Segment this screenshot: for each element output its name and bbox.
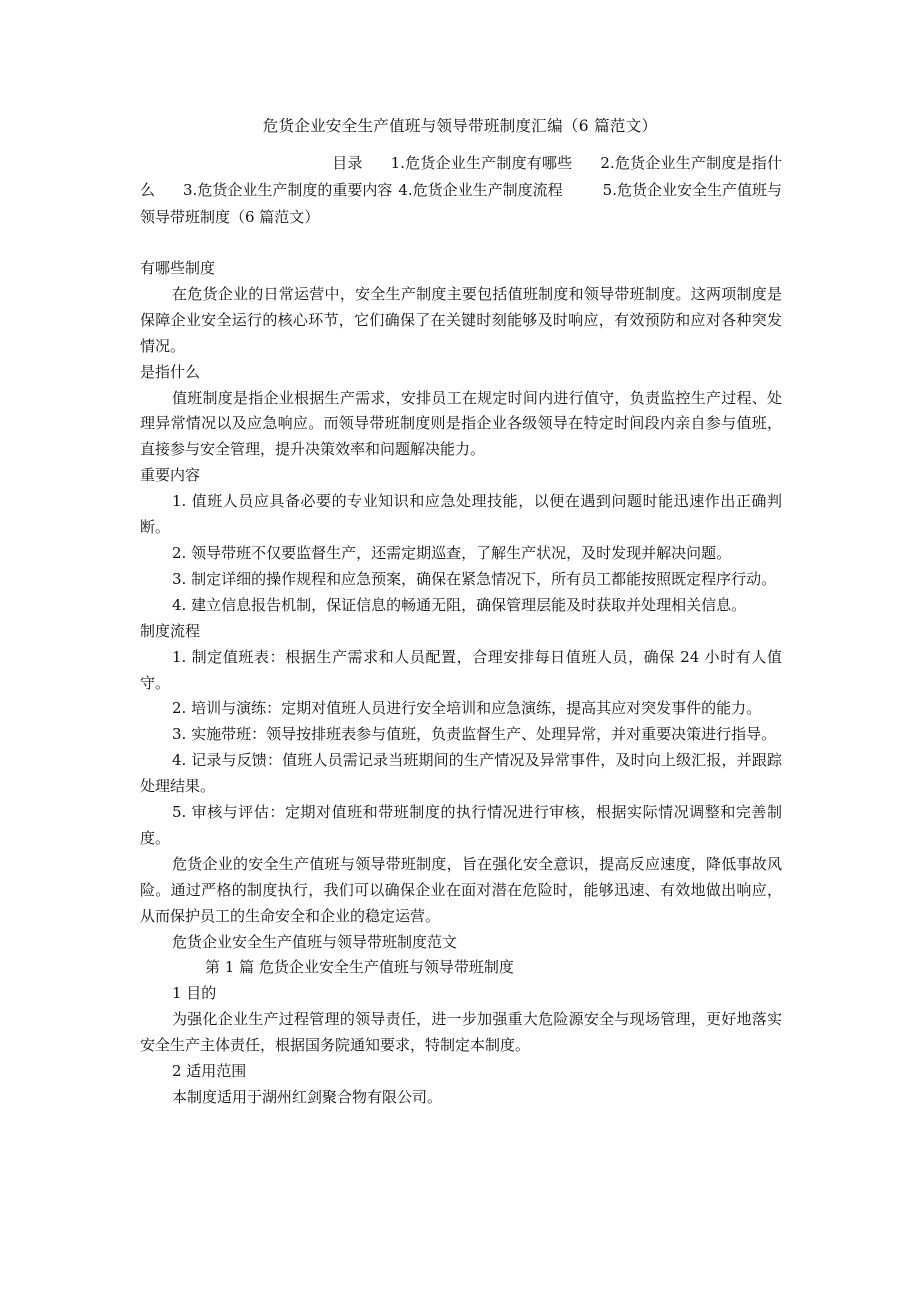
list-text: 审核与评估：定期对值班和带班制度的执行情况进行审核，根据实际情况调整和完善制度。 [140,803,782,847]
section-heading: 1 目的 [172,984,217,1003]
toc-item[interactable]: 3.危货企业生产制度的重要内容 [183,181,393,199]
list-text: 制定详细的操作规程和应急预案，确保在紧急情况下，所有员工都能按照既定程序行动。 [191,569,777,588]
list-number: 1. [172,647,187,666]
list-item [140,541,782,567]
section-heading: 2 适用范围 [172,1062,247,1081]
list-item [140,645,782,697]
list-text: 值班人员应具备必要的专业知识和应急处理技能，以便在遇到问题时能迅速作出正确判断。 [140,492,782,537]
list-item [140,567,782,593]
list-item [140,696,782,722]
list-number: 4. [172,751,187,770]
paragraph: 为强化企业生产过程管理的领导责任，进一步加强重大危险源安全与现场管理，更好地落实安全生产主体责任，根据国务院通知要求，特制定本制度。 [140,1010,782,1055]
toc-item[interactable]: 4.危货企业生产制度流程 [398,181,563,199]
list-text: 领导带班不仅要监督生产，还需定期巡查，了解生产状况，及时发现并解决问题。 [191,543,732,562]
section-heading: 是指什么 [140,362,201,381]
list-text: 实施带班：领导按排班表参与值班，负责监督生产、处理异常，并对重要决策进行指导。 [191,725,777,744]
section-heading: 制度流程 [140,621,201,640]
list-number: 5. [172,803,187,822]
document-title: 危货企业安全生产值班与领导带班制度汇编（6 篇范文） [262,117,658,135]
list-number: 3. [172,725,187,744]
list-text: 建立信息报告机制，保证信息的畅通无阻，确保管理层能及时获取并处理相关信息。 [191,595,747,614]
table-of-contents [140,150,782,231]
section-heading: 有哪些制度 [140,259,216,277]
paragraph: 值班制度是指企业根据生产需求，安排员工在规定时间内进行值守，负责监控生产过程、处理异常情况以及应急响应。而领导带班制度则是指企业各级领导在特定时间段内亲自参与值班，直接参与安全管理，提升决策效率和问题解决能力。 [140,388,782,459]
toc-item[interactable]: 2.危货企业生产制度是指什么 [140,154,782,199]
toc-item[interactable]: 1.危货企业生产制度有哪些 [390,154,573,172]
list-item [140,489,782,541]
list-item [140,722,782,748]
list-item [140,593,782,619]
list-number: 2. [172,699,187,718]
list-text: 记录与反馈：值班人员需记录当班期间的生产情况及异常事件，及时向上级汇报，并跟踪处理结果。 [140,751,782,796]
list-number: 3. [172,569,187,588]
list-text: 培训与演练：定期对值班人员进行安全培训和应急演练，提高其应对突发事件的能力。 [191,699,762,718]
list-item [140,748,782,800]
document-body [140,256,782,1111]
paragraph: 危货企业的安全生产值班与领导带班制度，旨在强化安全意识，提高反应速度，降低事故风险。通过严格的制度执行，我们可以确保企业在面对潜在危险时，能够迅速、有效地做出响应，从而保护员工的生命安全和企业的稳定运营。 [140,854,782,925]
list-number: 1. [172,492,187,511]
toc-label: 目录 [332,154,363,172]
list-text: 制定值班表：根据生产需求和人员配置，合理安排每日值班人员，确保 24 小时有人值守。 [140,647,782,692]
article-title: 第 1 篇 危货企业安全生产值班与领导带班制度 [205,958,514,977]
paragraph: 在危货企业的日常运营中，安全生产制度主要包括值班制度和领导带班制度。这两项制度是保障企业安全运行的核心环节，它们确保了在关键时刻能够及时响应，有效预防和应对各种突发情况。 [140,284,782,355]
list-number: 4. [172,595,187,614]
section-heading: 重要内容 [140,466,201,485]
paragraph: 本制度适用于湖州红剑聚合物有限公司。 [172,1088,443,1106]
list-number: 2. [172,543,187,562]
sample-heading: 危货企业安全生产值班与领导带班制度范文 [172,932,458,951]
list-item [140,800,782,852]
toc-item[interactable]: 5.危货企业安全生产值班与领导带班制度（6 篇范文） [140,181,782,226]
